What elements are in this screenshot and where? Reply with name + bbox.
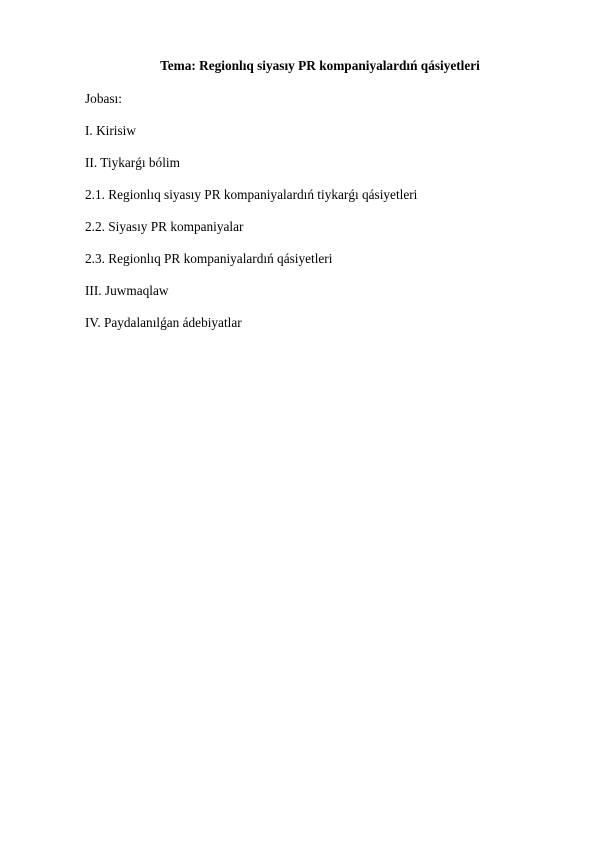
contents-item-2-2: 2.2. Siyasıy PR kompaniyalar	[85, 219, 244, 234]
contents-item-conclusion: III. Juwmaqlaw	[85, 283, 169, 298]
contents-item-main-part: II. Tiykarǵı bólim	[85, 155, 180, 170]
contents-item-introduction: I. Kirisiw	[85, 123, 136, 138]
contents-item-2-3: 2.3. Regionlıq PR kompaniyalardıń qásiyetleri	[85, 251, 333, 266]
contents-heading: Jobası:	[85, 91, 122, 106]
contents-item-2-1: 2.1. Regionlıq siyasıy PR kompaniyalardıń tiykarǵı qásiyetleri	[85, 187, 418, 202]
document-title: Tema: Regionlıq siyasıy PR kompaniyalardıń qásiyetleri	[160, 58, 480, 73]
contents-item-references: IV. Paydalanılǵan ádebiyatlar	[85, 315, 242, 330]
